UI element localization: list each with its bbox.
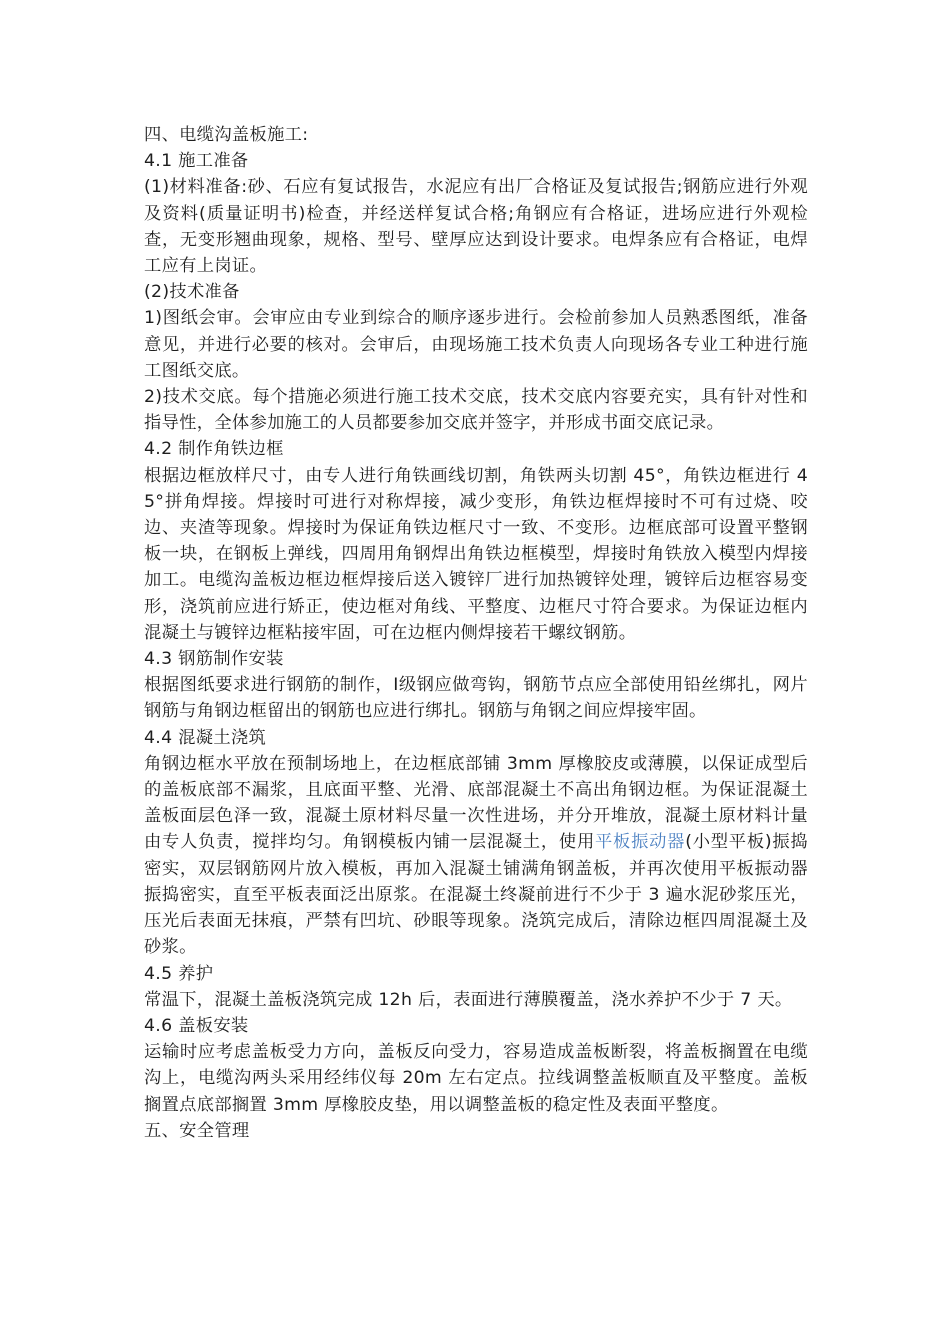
paragraph-rebar: 根据图纸要求进行钢筋的制作，Ⅰ级钢应做弯钩，钢筋节点应全部使用铅丝绑扎，网片钢筋与角钢边框留出的钢筋也应进行绑扎。钢筋与角钢之间应焊接牢固。 [144,675,808,722]
heading-4-3-rebar: 4.3 钢筋制作安装 [144,649,284,670]
heading-4-1-preparation: 4.1 施工准备 [144,151,249,172]
paragraph-concrete-text-after: (小型平板)振捣密实，双层钢筋网片放入模板，再加入混凝土铺满角钢盖板，并再次使用平板振动器振捣密实，直至平板表面泛出原浆。在混凝土终凝前进行不少于 3 遍水泥砂浆压光，压光后表面无抹痕，严禁有凹坑、砂眼等现象。浇筑完成后，清除边框四周混凝土及砂浆。 [144,832,808,958]
paragraph-technical-briefing: 2)技术交底。每个措施必须进行施工技术交底，技术交底内容要充实，具有针对性和指导性，全体参加施工的人员都要参加交底并签字，并形成书面交底记录。 [144,387,808,434]
heading-4-6-installation: 4.6 盖板安装 [144,1015,249,1036]
paragraph-concrete-pouring [144,751,808,961]
plate-vibrator-link[interactable]: 平板振动器 [595,832,686,853]
paragraph-curing: 常温下，混凝土盖板浇筑完成 12h 后，表面进行薄膜覆盖，浇水养护不少于 7 天。 [144,989,793,1010]
heading-4-4-concrete-pouring: 4.4 混凝土浇筑 [144,727,267,748]
paragraph-drawing-review: 1)图纸会审。会审应由专业到综合的顺序逐步进行。会检前参加人员熟悉图纸，准备意见，并进行必要的核对。会审后，由现场施工技术负责人向现场各专业工种进行施工图纸交底。 [144,308,808,381]
paragraph-installation: 运输时应考虑盖板受力方向，盖板反向受力，容易造成盖板断裂，将盖板搁置在电缆沟上，电缆沟两头采用经纬仪每 20m 左右定点。拉线调整盖板顺直及平整度。盖板搁置点底部搁置 3mm 厚橡胶皮垫，用以调整盖板的稳定性及表面平整度。 [144,1042,808,1115]
paragraph-angle-frame: 根据边框放样尺寸，由专人进行角铁画线切割，角铁两头切割 45°，角铁边框进行 45°拼角焊接。焊接时可进行对称焊接，减少变形，角铁边框焊接时不可有过烧、咬边、夹渣等现象。焊接时为保证角铁边框尺寸一致、不变形。边框底部可设置平整钢板一块，在钢板上弹线，四周用角钢焊出角铁边框模型，焊接时角铁放入模型内焊接加工。电缆沟盖板边框边框焊接后送入镀锌厂进行加热镀锌处理，镀锌后边框容易变形，浇筑前应进行矫正，使边框对角线、平整度、边框尺寸符合要求。为保证边框内混凝土与镀锌边框粘接牢固，可在边框内侧焊接若干螺纹钢筋。 [144,465,808,643]
paragraph-material-preparation: (1)材料准备:砂、石应有复试报告，水泥应有出厂合格证及复试报告;钢筋应进行外观及资料(质量证明书)检查，并经送样复试合格;角钢应有合格证，进场应进行外观检查，无变形翘曲现象，规格、型号、壁厚应达到设计要求。电焊条应有合格证，电焊工应有上岗证。 [144,177,808,277]
heading-4-5-curing: 4.5 养护 [144,963,214,984]
heading-4-2-angle-frame: 4.2 制作角铁边框 [144,439,284,460]
section-heading-safety-management: 五、安全管理 [144,1120,250,1141]
document-body [144,122,808,1144]
section-heading-cable-trench-cover: 四、电缆沟盖板施工: [144,125,309,145]
paragraph-concrete-text-before: 角钢边框水平放在预制场地上，在边框底部铺 3mm 厚橡胶皮或薄膜，以保证成型后的盖板底部不漏浆，且底面平整、光滑、底部混凝土不高出角钢边框。为保证混凝土盖板面层色泽一致，混凝土原材料尽量一次性进场，并分开堆放，混凝土原材料计量由专人负责，搅拌均匀。角钢模板内铺一层混凝土，使用 [144,753,808,853]
heading-technical-preparation: (2)技术准备 [144,282,240,303]
